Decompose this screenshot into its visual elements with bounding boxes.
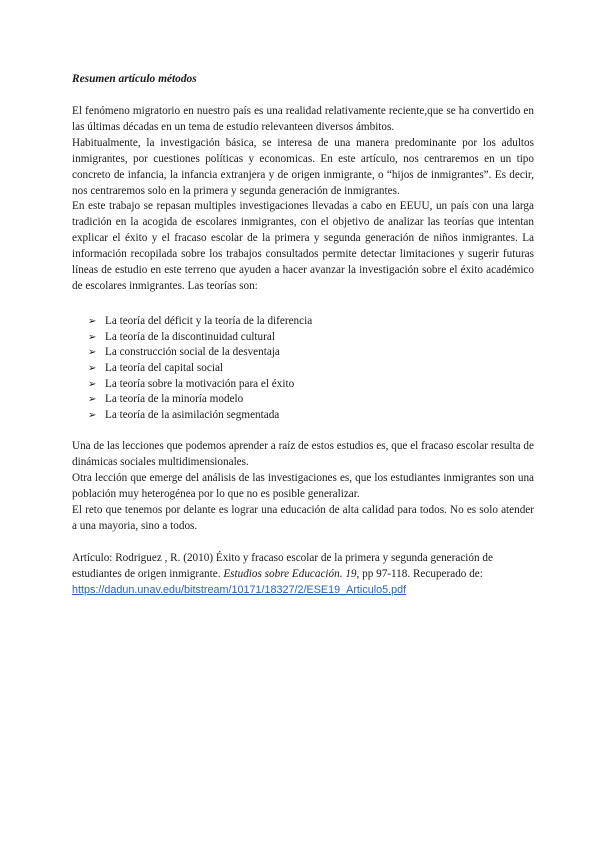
conclusion-paragraph-2: Otra lección que emerge del análisis de las investigaciones es, que los estudiantes inmigrantes son una población muy heterogénea por lo que no es posible generalizar. [72, 471, 534, 500]
intro-paragraph-2: Habitualmente, la investigación básica, se interesa de una manera predominante por los adultos inmigrantes, por cuestiones políticas y economicas. En este artículo, nos centraremos en un tipo concreto de infancia, la infancia extranjera y de origen inmigrante, o “hijos de inmigrantes”. Es decir, nos centraremos solo en la primera y segunda generación de inmigrantes. [72, 136, 534, 197]
reference-citation [72, 551, 534, 599]
theory-label: La teoría sobre la motivación para el éxito [105, 377, 295, 390]
reference-suffix: pp 97-118. Recuperado de: [359, 567, 483, 580]
intro-section [72, 104, 534, 295]
theory-label: La teoría de la asimilación segmentada [105, 409, 280, 422]
theories-list [88, 314, 312, 424]
arrow-bullet-icon: ➢ [88, 394, 97, 406]
reference-journal: Estudios sobre Educación. 19, [223, 567, 360, 580]
list-item [88, 330, 312, 346]
document-title: Resumen artículo métodos [72, 73, 197, 85]
arrow-bullet-icon: ➢ [88, 347, 97, 359]
list-item [88, 345, 312, 361]
theory-label: La teoría del déficit y la teoría de la diferencia [105, 314, 313, 327]
theory-label: La teoría del capital social [105, 361, 224, 374]
intro-paragraph-1: El fenómeno migratorio en nuestro país es una realidad relativamente reciente,que se ha convertido en las últimas décadas en un tema de estudio relevanteen diversos ámbitos. [72, 105, 534, 133]
arrow-bullet-icon: ➢ [88, 331, 97, 343]
theory-label: La teoría de la minoría modelo [105, 393, 244, 406]
theory-label: La construcción social de la desventaja [105, 346, 280, 359]
conclusion-section [72, 439, 534, 534]
arrow-bullet-icon: ➢ [88, 315, 97, 327]
intro-paragraph-3: En este trabajo se repasan multiples investigaciones llevadas a cabo en EEUU, un país con una larga tradición en la acogida de escolares inmigrantes, con el objetivo de analizar las teorías que intentan explicar el éxito y el fracaso escolar de la primera y segunda generación de niños inmigrantes. La información recopilada sobre los trabajos consultados permite detectar limitaciones y sugerir futuras líneas de estudio en este terreno que ayuden a hacer avanzar la investigación sobre el éxito académico de escolares inmigrantes. Las teorías son: [72, 200, 534, 292]
reference-prefix: Artículo: Rodriguez , R. (2010) Éxito y fracaso escolar de la primera y segunda generación de estudiantes de origen inmigrante. [72, 552, 493, 580]
list-item [88, 377, 312, 393]
reference-link[interactable]: https://dadun.unav.edu/bitstream/10171/18327/2/ESE19_Articulo5.pdf [72, 583, 407, 596]
conclusion-paragraph-3: El reto que tenemos por delante es lograr una educación de alta calidad para todos. No es solo atender a una mayoria, sino a todos. [72, 503, 534, 532]
arrow-bullet-icon: ➢ [88, 362, 97, 374]
conclusion-paragraph-1: Una de las lecciones que podemos aprender a raíz de estos estudios es, que el fracaso escolar resulta de dinámicas sociales multidimensionales. [72, 440, 534, 468]
theory-label: La teoría de la discontinuidad cultural [105, 330, 275, 343]
list-item [88, 361, 312, 377]
arrow-bullet-icon: ➢ [88, 378, 97, 390]
arrow-bullet-icon: ➢ [88, 410, 97, 422]
list-item [88, 314, 312, 330]
list-item [88, 392, 312, 408]
list-item [88, 408, 312, 424]
